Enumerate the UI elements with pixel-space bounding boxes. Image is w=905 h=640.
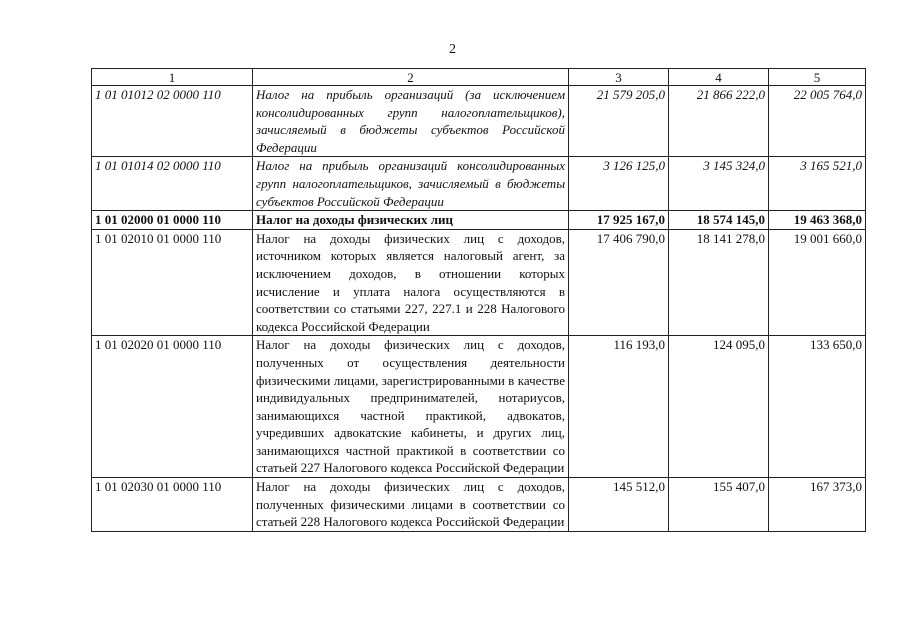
value-cell-col4: 21 866 222,0 — [669, 86, 769, 157]
value-cell-col4: 155 407,0 — [669, 478, 769, 532]
value-cell-col4: 124 095,0 — [669, 336, 769, 478]
column-header-2: 2 — [253, 69, 569, 86]
revenue-name-cell: Налог на доходы физических лиц — [253, 211, 569, 230]
table-row-total — [92, 211, 866, 230]
value-cell-col5: 3 165 521,0 — [769, 157, 866, 211]
revenue-name-cell: Налог на доходы физических лиц с доходов, источником которых является налоговый агент, за исключением доходов, в отношении которых исчисление и уплата налога осуществляются в соответствии со статьями 227, 227.1 и 228 Налогового кодекса Российской Федерации — [253, 229, 569, 336]
budget-revenue-table — [91, 68, 866, 532]
table-row — [92, 157, 866, 211]
table-row — [92, 86, 866, 157]
value-cell-col5: 133 650,0 — [769, 336, 866, 478]
revenue-name-cell: Налог на доходы физических лиц с доходов, полученных физическими лицами в соответствии со статьей 228 Налогового кодекса Российской Федерации — [253, 478, 569, 532]
value-cell-col3: 3 126 125,0 — [569, 157, 669, 211]
column-header-3: 3 — [569, 69, 669, 86]
table-row — [92, 229, 866, 336]
value-cell-col5: 22 005 764,0 — [769, 86, 866, 157]
value-cell-col3: 17 406 790,0 — [569, 229, 669, 336]
value-cell-col5: 19 001 660,0 — [769, 229, 866, 336]
value-cell-col3: 17 925 167,0 — [569, 211, 669, 230]
column-header-4: 4 — [669, 69, 769, 86]
revenue-name-cell: Налог на доходы физических лиц с доходов, полученных от осуществления деятельности физическими лицами, зарегистрированными в качестве индивидуальных предпринимателей, нотариусов, занимающихся частной практикой, адвокатов, учредивших адвокатские кабинеты, и других лиц, занимающихся частной практикой в соответствии со статьей 227 Налогового кодекса Российской Федерации — [253, 336, 569, 478]
budget-code-cell: 1 01 02030 01 0000 110 — [92, 478, 253, 532]
budget-code-cell: 1 01 02000 01 0000 110 — [92, 211, 253, 230]
column-header-1: 1 — [92, 69, 253, 86]
page-number: 2 — [449, 42, 456, 57]
table-header-row — [92, 69, 866, 86]
value-cell-col3: 116 193,0 — [569, 336, 669, 478]
value-cell-col4: 3 145 324,0 — [669, 157, 769, 211]
value-cell-col4: 18 141 278,0 — [669, 229, 769, 336]
revenue-name-cell: Налог на прибыль организаций консолидированных групп налогоплательщиков, зачисляемый в бюджеты субъектов Российской Федерации — [253, 157, 569, 211]
budget-code-cell: 1 01 01012 02 0000 110 — [92, 86, 253, 157]
value-cell-col3: 145 512,0 — [569, 478, 669, 532]
value-cell-col5: 167 373,0 — [769, 478, 866, 532]
table-row — [92, 336, 866, 478]
budget-code-cell: 1 01 02010 01 0000 110 — [92, 229, 253, 336]
value-cell-col4: 18 574 145,0 — [669, 211, 769, 230]
value-cell-col5: 19 463 368,0 — [769, 211, 866, 230]
column-header-5: 5 — [769, 69, 866, 86]
table-row — [92, 478, 866, 532]
budget-code-cell: 1 01 01014 02 0000 110 — [92, 157, 253, 211]
budget-code-cell: 1 01 02020 01 0000 110 — [92, 336, 253, 478]
revenue-name-cell: Налог на прибыль организаций (за исключением консолидированных групп налогоплательщиков), зачисляемый в бюджеты субъектов Российской Федерации — [253, 86, 569, 157]
value-cell-col3: 21 579 205,0 — [569, 86, 669, 157]
